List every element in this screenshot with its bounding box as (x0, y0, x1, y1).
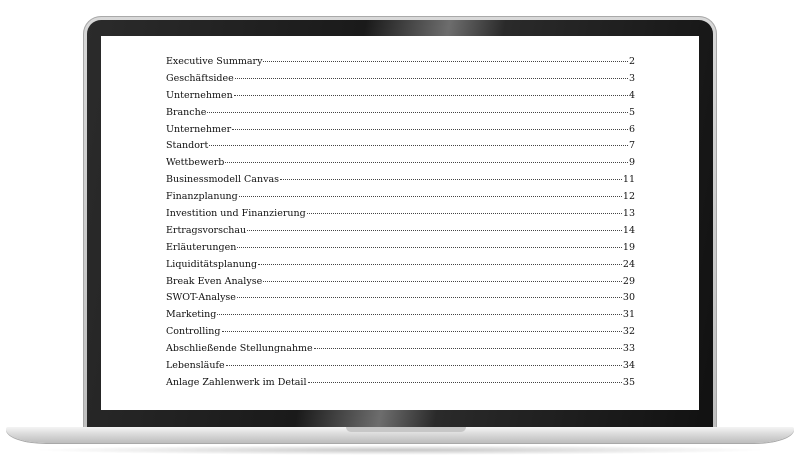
dot-leader (207, 102, 628, 113)
toc-entry-page-number: 7 (628, 140, 635, 152)
toc-entry[interactable] (166, 374, 635, 391)
toc-entry-title: Break Even Analyse (166, 275, 263, 287)
toc-entry-title: Lebensläufe (166, 360, 225, 372)
toc-entry-page-number: 32 (622, 326, 635, 338)
dot-leader (307, 203, 622, 214)
toc-entry-title: Anlage Zahlenwerk im Detail (166, 376, 307, 388)
toc-entry-page-number: 6 (628, 123, 635, 135)
toc-entry-title: Finanzplanung (166, 191, 238, 203)
toc-entry-title: Abschließende Stellungnahme (166, 343, 313, 355)
dot-leader (239, 186, 622, 197)
toc-entry-title: Unternehmen (166, 89, 233, 101)
dot-leader (314, 338, 622, 349)
toc-entry-title: Branche (166, 106, 207, 118)
dot-leader (217, 304, 622, 315)
toc-entry-page-number: 4 (628, 89, 635, 101)
toc-entry-page-number: 2 (628, 56, 635, 67)
document-page (101, 36, 699, 410)
toc-entry-page-number: 11 (622, 174, 635, 186)
laptop-shadow (30, 445, 770, 455)
dot-leader (237, 287, 622, 298)
dot-leader (222, 321, 622, 332)
toc-entry-page-number: 33 (622, 343, 635, 355)
laptop-base (6, 427, 794, 443)
toc-entry-title: Investition und Finanzierung (166, 208, 306, 220)
dot-leader (247, 220, 622, 231)
dot-leader (237, 237, 622, 248)
dot-leader (258, 254, 622, 265)
toc-entry-page-number: 13 (622, 208, 635, 220)
toc-entry-page-number: 19 (622, 241, 635, 253)
dot-leader (232, 119, 628, 130)
toc-entry-page-number: 30 (622, 292, 635, 304)
toc-entry-title: Wettbewerb (166, 157, 225, 169)
toc-entry-title: Businessmodell Canvas (166, 174, 279, 186)
toc-entry-title: Unternehmer (166, 123, 232, 135)
toc-entry-title: Controlling (166, 326, 221, 338)
toc-entry-page-number: 5 (628, 106, 635, 118)
toc-entry-page-number: 14 (622, 224, 635, 236)
toc-entry-page-number: 3 (628, 72, 635, 84)
toc-entry-title: Marketing (166, 309, 217, 321)
dot-leader (263, 271, 622, 282)
dot-leader (263, 51, 628, 62)
dot-leader (235, 68, 628, 79)
toc-entry-title: SWOT-Analyse (166, 292, 236, 304)
toc-entry-title: Standort (166, 140, 209, 152)
toc-entry-page-number: 24 (622, 258, 635, 270)
toc-entry-page-number: 9 (628, 157, 635, 169)
laptop-opening-notch (346, 427, 466, 432)
toc-entry-page-number: 29 (622, 275, 635, 287)
toc-entry-title: Executive Summary (166, 56, 263, 67)
toc-entry-title: Erläuterungen (166, 241, 237, 253)
toc-entry-title: Ertragsvorschau (166, 224, 247, 236)
toc-entry-title: Geschäftsidee (166, 72, 234, 84)
toc-entry-title: Liquiditätsplanung (166, 258, 258, 270)
dot-leader (226, 355, 622, 366)
dot-leader (234, 85, 628, 96)
table-of-contents (166, 53, 635, 391)
dot-leader (280, 169, 622, 180)
dot-leader (225, 152, 628, 163)
dot-leader (308, 372, 622, 383)
toc-entry-page-number: 35 (622, 376, 635, 388)
dot-leader (209, 135, 628, 146)
toc-entry-page-number: 31 (622, 309, 635, 321)
toc-entry-page-number: 34 (622, 360, 635, 372)
toc-entry-page-number: 12 (622, 191, 635, 203)
